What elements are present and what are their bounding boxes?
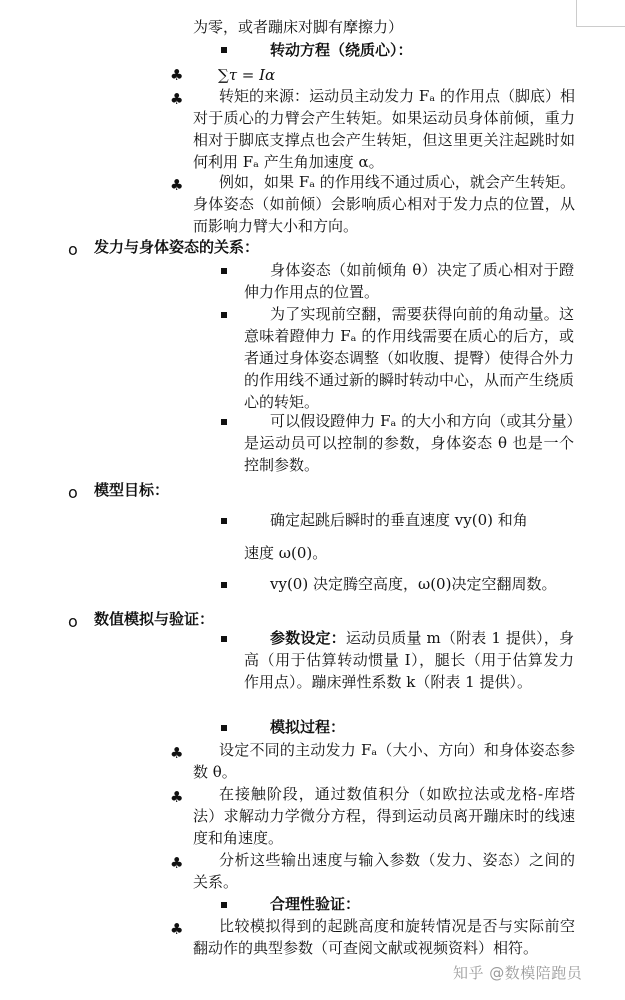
square-bullet-icon bbox=[221, 636, 227, 642]
target-point-2: vy(0) 决定腾空高度，ω(0)决定空翻周数。 bbox=[270, 575, 557, 593]
target-point-1-line-1: 确定起跳后瞬时的垂直速度 vy(0) 和角 bbox=[270, 511, 528, 529]
pose-point-1: 身体姿态（如前倾角 θ）决定了质心相对于蹬伸力作用点的位置。 bbox=[244, 261, 574, 301]
circle-bullet-icon: o bbox=[68, 483, 78, 502]
validation-paragraph: 比较模拟得到的起跳高度和旋转情况是否与实际前空翻动作的典型参数（可查阅文献或视频资料）相符。 bbox=[193, 917, 575, 957]
params-label: 参数设定： bbox=[270, 629, 346, 647]
torque-source-paragraph: 转矩的来源：运动员主动发力 Fₐ 的作用点（脚底）相对于质心的力臂会产生转矩。如果运动员身体前倾，重力相对于脚底支撑点也会产生转矩，但这里更关注起跳时如何利用 Fₐ 产生角加速度 α。 bbox=[193, 87, 575, 171]
continuation-line: 为零，或者蹦床对脚有摩擦力） bbox=[193, 18, 404, 36]
club-bullet-icon: ♣ bbox=[170, 920, 184, 938]
params-paragraph bbox=[244, 627, 574, 693]
pose-point-2: 为了实现前空翻，需要获得向前的角动量。这意味着蹬伸力 Fₐ 的作用线需要在质心的后方，或者通过身体姿态调整（如收腹、提臀）使得合外力的作用线不通过新的瞬时转动中心，从而产生绕质心的转矩。 bbox=[244, 305, 575, 411]
square-bullet-icon bbox=[221, 582, 227, 588]
square-bullet-icon bbox=[221, 518, 227, 524]
club-bullet-icon: ♣ bbox=[170, 90, 184, 108]
process-step-1: 设定不同的主动发力 Fₐ（大小、方向）和身体姿态参数 θ。 bbox=[193, 741, 575, 781]
process-heading: 模拟过程： bbox=[270, 718, 346, 736]
rotation-equation: ∑τ = Iα bbox=[218, 66, 276, 84]
zhihu-watermark: 知乎 @数模陪跑员 bbox=[453, 964, 583, 982]
square-bullet-icon bbox=[221, 268, 227, 274]
params-text: 运动员质量 m（附表 1 提供），身高（用于估算转动惯量 I），腿长（用于估算发力作用点）。蹦床弹性系数 k（附表 1 提供）。 bbox=[244, 629, 574, 691]
club-bullet-icon: ♣ bbox=[170, 744, 184, 762]
circle-bullet-icon: o bbox=[68, 240, 78, 259]
process-step-2: 在接触阶段，通过数值积分（如欧拉法或龙格-库塔法）求解动力学微分方程，得到运动员离开蹦床时的线速度和角速度。 bbox=[193, 785, 575, 847]
square-bullet-icon bbox=[221, 725, 227, 731]
club-bullet-icon: ♣ bbox=[170, 788, 184, 806]
process-step-3: 分析这些输出速度与输入参数（发力、姿态）之间的关系。 bbox=[193, 851, 575, 891]
target-point-1-line-2: 速度 ω(0)。 bbox=[244, 544, 328, 562]
square-bullet-icon bbox=[221, 419, 227, 425]
rotation-heading: 转动方程（绕质心）： bbox=[270, 41, 413, 59]
square-bullet-icon bbox=[221, 47, 227, 53]
square-bullet-icon bbox=[221, 312, 227, 318]
square-bullet-icon bbox=[221, 902, 227, 908]
club-bullet-icon: ♣ bbox=[170, 66, 184, 84]
club-bullet-icon: ♣ bbox=[170, 854, 184, 872]
circle-bullet-icon: o bbox=[68, 612, 78, 631]
example-paragraph: 例如，如果 Fₐ 的作用线不通过质心，就会产生转矩。身体姿态（如前倾）会影响质心相对于发力点的位置，从而影响力臂大小和方向。 bbox=[193, 173, 575, 235]
pose-point-3: 可以假设蹬伸力 Fₐ 的大小和方向（或其分量）是运动员可以控制的参数，身体姿态 θ 也是一个控制参数。 bbox=[244, 412, 574, 474]
simulation-heading: 数值模拟与验证： bbox=[94, 610, 215, 628]
validation-heading: 合理性验证： bbox=[270, 895, 361, 913]
club-bullet-icon: ♣ bbox=[170, 176, 184, 194]
force-pose-heading: 发力与身体姿态的关系： bbox=[94, 238, 260, 256]
model-target-heading: 模型目标： bbox=[94, 481, 170, 499]
